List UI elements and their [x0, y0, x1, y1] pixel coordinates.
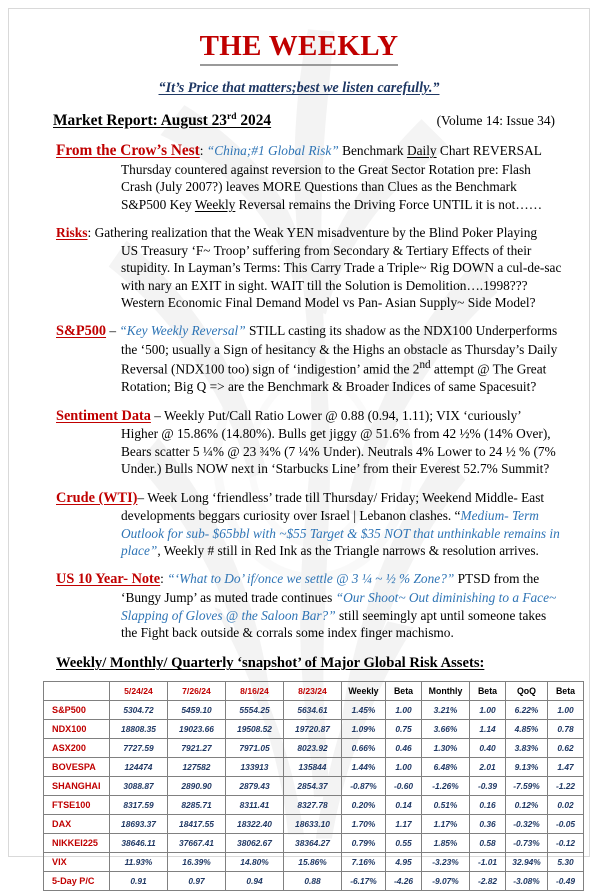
snapshot-cell: 1.00: [470, 701, 506, 720]
snapshot-cell: 6.22%: [506, 701, 548, 720]
section-risks-text: [56, 224, 563, 242]
section-us10y-note: [31, 570, 567, 641]
snapshot-cell: -9.07%: [422, 872, 470, 891]
section-us10y-lead: PTSD from the: [454, 571, 540, 587]
snapshot-cell: 4.95: [386, 853, 422, 872]
snapshot-cell: -0.12: [548, 834, 584, 853]
section-risks-lead: Gathering realization that the Weak YEN misadventure by the Blind Poker Playing: [94, 225, 538, 241]
section-crude-wti: [31, 489, 567, 560]
section-sp500: [31, 322, 567, 395]
snapshot-cell: 135844: [284, 758, 342, 777]
snapshot-table-head: [44, 682, 584, 701]
snapshot-cell: 18808.35: [110, 720, 168, 739]
table-row: [44, 720, 584, 739]
section-us10y-quote-1: “‘What to Do’ if/once we settle @ 3 ¼ ~ ½ % Zone?”: [167, 571, 455, 587]
section-crude-quote: Medium- Term Outlook for sub- $65bbl with ~$55 Target & $35 NOT that unthinkable remains in place”: [121, 508, 560, 559]
section-us10y-sep: :: [160, 571, 168, 587]
snapshot-corner-cell: [44, 682, 110, 701]
snapshot-col-beta-weekly: Beta: [386, 682, 422, 701]
table-row: [44, 777, 584, 796]
document-page: [8, 8, 590, 887]
snapshot-cell: 133913: [226, 758, 284, 777]
snapshot-cell: 7.16%: [342, 853, 386, 872]
snapshot-table-heading: Weekly/ Monthly/ Quarterly ‘snapshot’ of Major Global Risk Assets:: [56, 655, 485, 672]
snapshot-cell: 8285.71: [168, 796, 226, 815]
snapshot-cell: 0.12%: [506, 796, 548, 815]
section-sp500-ordinal: nd: [419, 359, 431, 372]
snapshot-cell: 3088.87: [110, 777, 168, 796]
section-risks-sep: :: [87, 225, 95, 241]
table-row: [44, 758, 584, 777]
snapshot-cell: -0.05: [548, 815, 584, 834]
snapshot-cell: -0.39: [470, 777, 506, 796]
snapshot-cell: 1.00: [548, 701, 584, 720]
snapshot-cell: 0.79%: [342, 834, 386, 853]
snapshot-cell: -6.17%: [342, 872, 386, 891]
section-crude-lead: – Week Long ‘friendless’ trade till Thursday/ Friday; Weekend Middle- East: [137, 489, 545, 505]
snapshot-cell: 5.30: [548, 853, 584, 872]
snapshot-row-label: DAX: [44, 815, 110, 834]
snapshot-cell: -0.32%: [506, 815, 548, 834]
section-crows-nest-sep: :: [199, 143, 207, 159]
snapshot-row-label: S&P500: [44, 701, 110, 720]
section-risks-body: US Treasury ‘F~ Troop’ suffering from Secondary & Tertiary Effects of their stupidity. In Layman’s Terms: This Carry Trade a Triple~ Rig DOWN a cul-de-sac with nary an EXIT in sight. WAIT till the Solution is Demolition….1998??? Western Economic Final Demand Model vs Pan- Asian Supply~ Side Model?: [121, 242, 562, 311]
snapshot-cell: 19508.52: [226, 720, 284, 739]
section-crows-nest: [31, 141, 567, 213]
section-us10y-body-a: ‘Bungy Jump’ as muted trade continues: [121, 590, 336, 606]
section-us10y-body: [56, 589, 563, 641]
snapshot-cell: 18417.55: [168, 815, 226, 834]
tagline-wrap: [31, 79, 567, 97]
snapshot-row-label: NIKKEI225: [44, 834, 110, 853]
snapshot-cell: 38646.11: [110, 834, 168, 853]
section-crows-nest-rest: Chart REVERSAL: [436, 143, 542, 159]
snapshot-cell: 32.94%: [506, 853, 548, 872]
snapshot-cell: 38062.67: [226, 834, 284, 853]
snapshot-cell: 0.40: [470, 739, 506, 758]
snapshot-cell: 1.70%: [342, 815, 386, 834]
section-sentiment-body: Higher @ 15.86% (14.80%). Bulls get jiggy @ 51.6% from 42 ½% (14% Over), Bears scatter 5 ¼% @ 23 ¾% (7 ¼% Under). Neutrals 4% Lower to 24 ½ % (7% Under.) Bulls NOW next in ‘Starbucks Line’ from their Everest 52.7% Summit?: [121, 426, 556, 477]
report-title-ordinal: rd: [226, 111, 237, 122]
section-sp500-body-b: attempt @ The Great Rotation; Big Q => are the Benchmark & Broader Indices of same Spacesuit?: [121, 361, 547, 395]
section-crows-nest-underline-2: Weekly: [194, 196, 236, 212]
snapshot-cell: 1.45%: [342, 701, 386, 720]
snapshot-cell: 2890.90: [168, 777, 226, 796]
snapshot-col-monthly: Monthly: [422, 682, 470, 701]
snapshot-cell: 0.88: [284, 872, 342, 891]
section-crude-body-b: , Weekly # still in Red Ink as the Triangle narrows & resolution arrives.: [157, 543, 539, 559]
section-sp500-quote: “Key Weekly Reversal”: [119, 323, 246, 339]
snapshot-row-label: SHANGHAI: [44, 777, 110, 796]
section-crows-nest-body: [56, 161, 563, 213]
snapshot-cell: -3.23%: [422, 853, 470, 872]
snapshot-table-wrap: [31, 681, 576, 891]
snapshot-cell: 1.00: [386, 701, 422, 720]
snapshot-cell: 0.36: [470, 815, 506, 834]
snapshot-cell: 127582: [168, 758, 226, 777]
snapshot-header-row: [44, 682, 584, 701]
section-sp500-body-a: the ‘500; usually a Sign of hesitancy & the Highs an obstacle as Thursday’s Daily Reversal (NDX100 too) sign of ‘indigestion’ amid the 2: [121, 342, 558, 377]
snapshot-cell: -7.59%: [506, 777, 548, 796]
snapshot-row-label: FTSE100: [44, 796, 110, 815]
snapshot-cell: -1.22: [548, 777, 584, 796]
table-row: [44, 834, 584, 853]
snapshot-cell: 0.97: [168, 872, 226, 891]
snapshot-cell: 1.00: [386, 758, 422, 777]
section-sentiment-sep: –: [150, 407, 165, 423]
section-crude-heading: Crude (WTI): [56, 489, 138, 506]
snapshot-cell: 0.16: [470, 796, 506, 815]
snapshot-cell: 6.48%: [422, 758, 470, 777]
snapshot-cell: 37667.41: [168, 834, 226, 853]
section-crows-nest-body-b: Reversal remains the Driving Force UNTIL it is not……: [235, 196, 543, 212]
report-title: [53, 112, 271, 130]
snapshot-cell: 18633.10: [284, 815, 342, 834]
masthead: [31, 31, 567, 97]
snapshot-cell: 19023.66: [168, 720, 226, 739]
snapshot-col-qoq: QoQ: [506, 682, 548, 701]
snapshot-row-label: VIX: [44, 853, 110, 872]
snapshot-cell: -0.49: [548, 872, 584, 891]
section-crude-body-a: developments beggars curiosity over Israel | Lebanon clashes. “: [121, 508, 461, 524]
snapshot-cell: 0.51%: [422, 796, 470, 815]
snapshot-col-date-2: 7/26/24: [168, 682, 226, 701]
snapshot-cell: 3.66%: [422, 720, 470, 739]
snapshot-cell: 0.62: [548, 739, 584, 758]
snapshot-cell: 1.17: [386, 815, 422, 834]
table-row: [44, 815, 584, 834]
section-crows-nest-underline-1: Daily: [406, 143, 437, 159]
document-content: [9, 9, 589, 891]
snapshot-col-date-1: 5/24/24: [110, 682, 168, 701]
snapshot-cell: 5554.25: [226, 701, 284, 720]
table-row: [44, 739, 584, 758]
section-sp500-sep: –: [106, 323, 120, 339]
snapshot-cell: 0.91: [110, 872, 168, 891]
snapshot-cell: 18693.37: [110, 815, 168, 834]
snapshot-cell: 0.75: [386, 720, 422, 739]
snapshot-cell: 8023.92: [284, 739, 342, 758]
snapshot-cell: 0.66%: [342, 739, 386, 758]
table-row: [44, 796, 584, 815]
snapshot-cell: 3.21%: [422, 701, 470, 720]
snapshot-cell: 38364.27: [284, 834, 342, 853]
report-title-main: Market Report: August 23: [53, 112, 227, 130]
report-header-line: [31, 112, 567, 130]
snapshot-cell: 9.13%: [506, 758, 548, 777]
snapshot-cell: 11.93%: [110, 853, 168, 872]
section-sentiment-lead: Weekly Put/Call Ratio Lower @ 0.88 (0.94, 1.11); VIX ‘curiously’: [164, 407, 522, 423]
section-sp500-heading: S&P500: [56, 323, 107, 340]
section-crows-nest-body-a: Thursday countered against reversion to the Great Sector Rotation pre: Flash Crash (July 2007?) leaves MORE Questions than Clues as the Benchmark S&P500 Key: [121, 161, 531, 212]
table-row: [44, 872, 584, 891]
snapshot-cell: 0.94: [226, 872, 284, 891]
snapshot-cell: 0.02: [548, 796, 584, 815]
snapshot-cell: 0.58: [470, 834, 506, 853]
snapshot-col-weekly: Weekly: [342, 682, 386, 701]
snapshot-row-label: BOVESPA: [44, 758, 110, 777]
section-crows-nest-heading: From the Crow’s Nest: [56, 142, 200, 160]
snapshot-cell: 19720.87: [284, 720, 342, 739]
snapshot-col-beta-qoq: Beta: [548, 682, 584, 701]
snapshot-cell: -4.26: [386, 872, 422, 891]
section-sentiment-text: [56, 407, 563, 426]
snapshot-cell: 7921.27: [168, 739, 226, 758]
section-us10y-heading: US 10 Year- Note: [56, 571, 161, 588]
snapshot-cell: 8327.78: [284, 796, 342, 815]
section-crude-body: [56, 507, 563, 559]
snapshot-cell: -1.26%: [422, 777, 470, 796]
snapshot-cell: 5459.10: [168, 701, 226, 720]
snapshot-col-date-4: 8/23/24: [284, 682, 342, 701]
snapshot-cell: 2879.43: [226, 777, 284, 796]
snapshot-row-label: NDX100: [44, 720, 110, 739]
snapshot-cell: 0.20%: [342, 796, 386, 815]
snapshot-cell: 1.85%: [422, 834, 470, 853]
section-sp500-lead: STILL casting its shadow as the NDX100 Underperforms: [245, 323, 558, 339]
snapshot-col-date-3: 8/16/24: [226, 682, 284, 701]
section-sp500-body: [56, 341, 563, 396]
snapshot-cell: -2.82: [470, 872, 506, 891]
section-crows-nest-quote: “China;#1 Global Risk”: [206, 143, 339, 159]
snapshot-cell: 7727.59: [110, 739, 168, 758]
report-title-year: 2024: [236, 112, 272, 130]
section-us10y-text: [56, 570, 563, 589]
section-risks-heading: Risks: [56, 225, 88, 241]
snapshot-row-label: ASX200: [44, 739, 110, 758]
section-sentiment-heading: Sentiment Data: [56, 407, 151, 424]
snapshot-cell: 18322.40: [226, 815, 284, 834]
section-sentiment-data: [31, 407, 567, 478]
snapshot-cell: -0.87%: [342, 777, 386, 796]
snapshot-cell: 8311.41: [226, 796, 284, 815]
snapshot-row-label: 5-Day P/C: [44, 872, 110, 891]
snapshot-cell: 1.44%: [342, 758, 386, 777]
section-crows-nest-text: [56, 141, 563, 161]
section-crude-text: [56, 489, 563, 508]
section-risks: [31, 224, 567, 311]
snapshot-cell: 2.01: [470, 758, 506, 777]
snapshot-cell: 3.83%: [506, 739, 548, 758]
snapshot-table: [43, 681, 584, 891]
tagline: “It’s Price that matters;best we listen carefully.”: [158, 79, 440, 96]
snapshot-cell: 124474: [110, 758, 168, 777]
snapshot-cell: 8317.59: [110, 796, 168, 815]
snapshot-cell: 4.85%: [506, 720, 548, 739]
snapshot-cell: 1.47: [548, 758, 584, 777]
section-sp500-text: [56, 322, 563, 341]
snapshot-cell: 2854.37: [284, 777, 342, 796]
section-crows-nest-lead: Benchmark: [338, 143, 407, 159]
snapshot-cell: -0.73%: [506, 834, 548, 853]
snapshot-cell: 5304.72: [110, 701, 168, 720]
snapshot-table-body: [44, 701, 584, 891]
snapshot-col-beta-monthly: Beta: [470, 682, 506, 701]
snapshot-cell: -0.60: [386, 777, 422, 796]
section-us10y-body-b: still seemingly apt until someone takes the Fight back outside & corrals some index finger machismo.: [121, 607, 547, 640]
snapshot-cell: 0.55: [386, 834, 422, 853]
snapshot-cell: 1.30%: [422, 739, 470, 758]
snapshot-cell: 15.86%: [284, 853, 342, 872]
snapshot-cell: 0.46: [386, 739, 422, 758]
table-row: [44, 701, 584, 720]
volume-issue: (Volume 14: Issue 34): [436, 113, 555, 129]
section-us10y-quote-2: “Our Shoot~ Out diminishing to a Face~ Slapping of Gloves @ the Saloon Bar?”: [121, 590, 557, 623]
snapshot-cell: 5634.61: [284, 701, 342, 720]
snapshot-cell: 14.80%: [226, 853, 284, 872]
snapshot-cell: 0.14: [386, 796, 422, 815]
publication-title: THE WEEKLY: [200, 31, 399, 66]
snapshot-cell: 0.78: [548, 720, 584, 739]
table-row: [44, 853, 584, 872]
snapshot-cell: 7971.05: [226, 739, 284, 758]
snapshot-cell: 1.14: [470, 720, 506, 739]
snapshot-cell: 16.39%: [168, 853, 226, 872]
snapshot-cell: -3.08%: [506, 872, 548, 891]
snapshot-cell: -1.01: [470, 853, 506, 872]
snapshot-cell: 1.09%: [342, 720, 386, 739]
snapshot-cell: 1.17%: [422, 815, 470, 834]
